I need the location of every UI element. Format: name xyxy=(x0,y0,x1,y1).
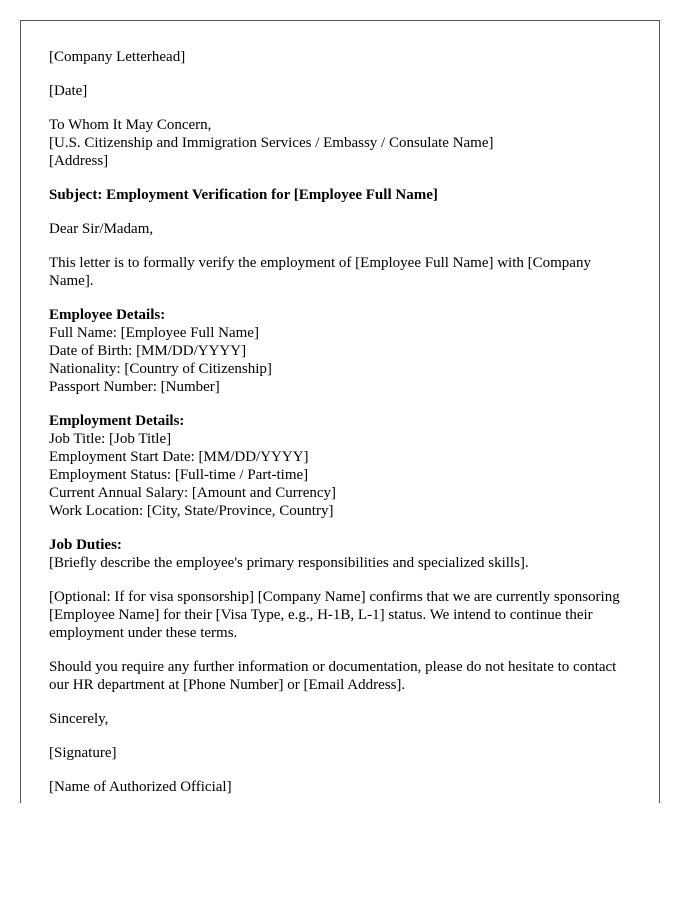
letter-date: [Date] xyxy=(49,83,88,99)
employment-details-section xyxy=(49,412,639,520)
sponsorship-paragraph: [Optional: If for visa sponsorship] [Company Name] confirms that we are currently sponsoring [Employee Name] for their [Visa Type, e.g., H-1B, L-1] status. We intend to continue their employment under these terms. xyxy=(49,589,620,641)
letter-greeting: Dear Sir/Madam, xyxy=(49,221,154,237)
employment-details-heading: Employment Details: xyxy=(49,413,185,429)
employee-detail-line: Nationality: [Country of Citizenship] xyxy=(49,361,272,377)
recipient-salutation: To Whom It May Concern, xyxy=(49,117,212,133)
employment-detail-line: Job Title: [Job Title] xyxy=(49,431,172,447)
contact-paragraph: Should you require any further information or documentation, please do not hesitate to contact our HR department at [Phone Number] or [Email Address]. xyxy=(49,659,617,693)
company-letterhead: [Company Letterhead] xyxy=(49,49,186,65)
job-duties-text: [Briefly describe the employee's primary responsibilities and specialized skills]. xyxy=(49,555,529,571)
employee-detail-line: Date of Birth: [MM/DD/YYYY] xyxy=(49,343,247,359)
job-duties-section xyxy=(49,536,639,572)
job-duties-heading: Job Duties: xyxy=(49,537,122,553)
employee-details-section xyxy=(49,306,639,396)
recipient-block xyxy=(49,116,639,170)
letter-subject: Subject: Employment Verification for [Employee Full Name] xyxy=(49,187,438,203)
employee-detail-line: Full Name: [Employee Full Name] xyxy=(49,325,259,341)
employment-detail-line: Employment Status: [Full-time / Part-time] xyxy=(49,467,309,483)
employment-detail-line: Employment Start Date: [MM/DD/YYYY] xyxy=(49,449,309,465)
letter-body xyxy=(49,48,639,803)
official-name: [Name of Authorized Official] xyxy=(49,779,232,795)
letter-intro: This letter is to formally verify the employment of [Employee Full Name] with [Company Name]. xyxy=(49,255,591,289)
letter-closing: Sincerely, xyxy=(49,711,109,727)
recipient-agency: [U.S. Citizenship and Immigration Services / Embassy / Consulate Name] xyxy=(49,135,494,151)
employment-detail-line: Current Annual Salary: [Amount and Currency] xyxy=(49,485,337,501)
employee-details-heading: Employee Details: xyxy=(49,307,166,323)
recipient-address: [Address] xyxy=(49,153,109,169)
employee-detail-line: Passport Number: [Number] xyxy=(49,379,220,395)
signature-placeholder: [Signature] xyxy=(49,745,117,761)
letter-page xyxy=(20,20,660,803)
employment-detail-line: Work Location: [City, State/Province, Country] xyxy=(49,503,334,519)
